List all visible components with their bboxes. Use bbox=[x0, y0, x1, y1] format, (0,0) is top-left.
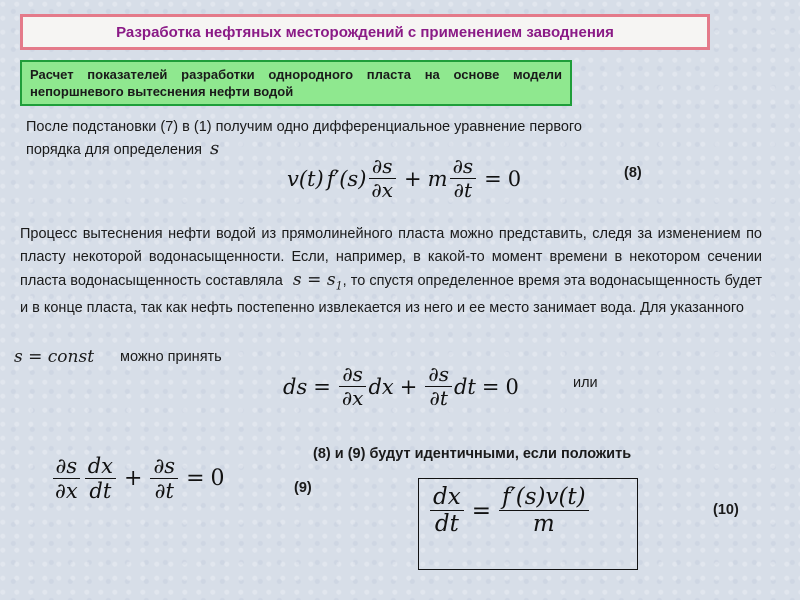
equation-8: v(t) f′(s) $\frac{\partial s}{\partial x}$ + m $\frac{\partial s}{\partial t}$ = 0 bbox=[287, 154, 522, 202]
equation-10: $\frac{dx}{dt}$ = $\frac{f'(s)v(t)}{m}$ bbox=[428, 485, 591, 536]
or-text: или bbox=[573, 375, 598, 391]
paragraph-2-after: , то спустя определенное время эта водонасыщенность будет и в конце пласта, так как нефть постепенно извлекается из него и ее место занимает вода. Для указанного bbox=[20, 273, 763, 317]
identical-text: (8) и (9) будут идентичными, если положить bbox=[313, 446, 632, 462]
equation-ds: ds = $\frac{\partial s}{\partial x}$ dx + $\frac{\partial s}{\partial t}$ dt = 0 bbox=[283, 362, 519, 410]
slide-title bbox=[20, 14, 710, 50]
equation-9: $\frac{\partial s}{\partial x}$ $\frac{dx}{dt}$ + $\frac{\partial s}{\partial t}$ = 0 bbox=[50, 455, 225, 502]
var-s: s bbox=[209, 138, 220, 159]
can-accept-text: можно принять bbox=[120, 349, 222, 365]
paragraph-2 bbox=[20, 223, 762, 320]
inline-formula-s-s1: $s = s_1$ bbox=[292, 270, 343, 293]
paragraph-2-text: Процесс вытеснения нефти водой из прямолинейного пласта можно представить, следя за изменением по пласту некоторой водонасыщенности. Если, например, в какой-то момент времени в некотором сечении пласта водонасыщенность составляла bbox=[20, 226, 762, 289]
paragraph-1-line2: порядка для определения s bbox=[26, 138, 220, 159]
equation-10-number: (10) bbox=[713, 502, 739, 518]
paragraph-1-line1: После подстановки (7) в (1) получим одно дифференциальное уравнение первого bbox=[26, 119, 582, 135]
equation-9-number: (9) bbox=[294, 480, 312, 496]
subtitle-box bbox=[20, 60, 572, 106]
formula-s-const: s = const bbox=[14, 347, 95, 367]
equation-8-number: (8) bbox=[624, 165, 642, 181]
title-text: Разработка нефтяных месторождений с применением заводнения bbox=[116, 23, 614, 41]
subtitle-text: Расчет показателей разработки однородного пласта на основе модели непоршневого вытеснения нефти водой bbox=[30, 67, 562, 99]
